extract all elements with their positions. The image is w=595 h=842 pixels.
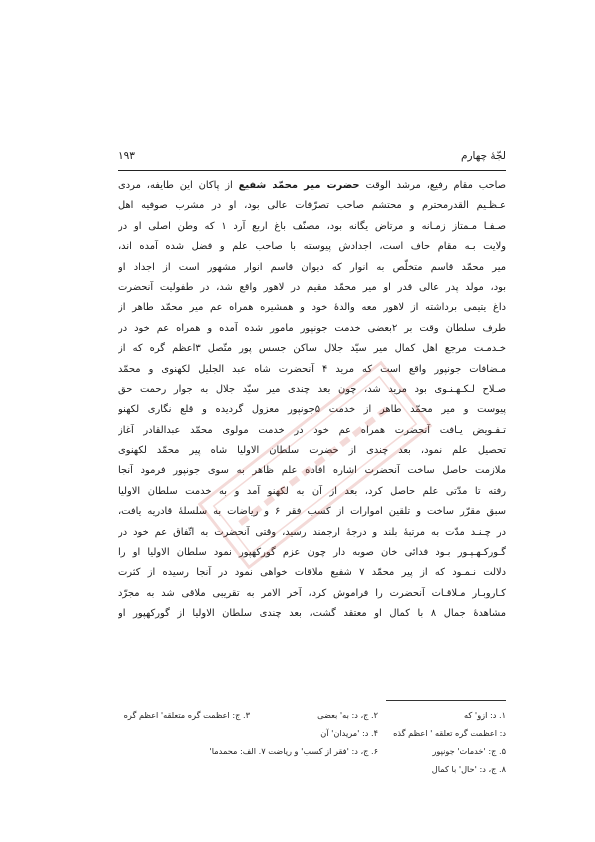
footnote-line bbox=[118, 706, 506, 724]
body-text bbox=[118, 176, 506, 625]
text-segment: میر محمّد قاسم متخلّص به انوار که دیوان قاسم انوار مشهور است از اجداد او bbox=[118, 261, 506, 273]
text-segment: پیوست و میر محمّد طاهر از خدمت ۵جونپور معزول گردیده و قلع نگاری لکهنو bbox=[118, 404, 506, 416]
footnote-entry: ۱. د: ازو' که bbox=[464, 710, 506, 720]
text-line bbox=[118, 400, 506, 420]
header-rule bbox=[118, 170, 506, 171]
text-line bbox=[118, 278, 506, 298]
text-segment: در چـنـد مدّت به مرتبهٔ بلند و درجهٔ ارجمند رسید، وقتی آنحضرت به اتّفاق عم خود در bbox=[118, 526, 506, 538]
text-segment: صاحب مقام رفیع، مرشد الوقت bbox=[359, 180, 506, 191]
text-segment: کـاروبـار مـلاقـات آنحضرت را فراموش کرد، آخر الامر به تقریبی ملاقی شد به مجرّد bbox=[118, 587, 506, 599]
text-segment: ملازمت حاصل ساخت آنحضرت اشاره افاده علم ظاهر به سوی جونپور فرمود آنجا bbox=[118, 465, 506, 477]
text-segment: از پاکان این طایفه، مردی bbox=[118, 180, 239, 191]
text-segment: طرف سلطان وقت بر ۲بعضی خدمت جونپور مامور شده آمده و همراه عم خود در bbox=[118, 322, 506, 334]
text-segment: دلالت نـمـود که از پیر محمّد ۷ شفیع ملاقات خواهی نمود در آنجا رسیده از کثرت bbox=[118, 567, 506, 579]
text-line bbox=[118, 543, 506, 563]
text-line bbox=[118, 298, 506, 318]
text-segment: مـضافات جونپور واقع است که مرید ۴ آنحضرت شاه عبد الجلیل لکهنوی و محمّد bbox=[118, 363, 506, 375]
text-line bbox=[118, 421, 506, 441]
text-line bbox=[118, 482, 506, 502]
text-segment: عـظـیم القدرمحترم و محتشم صاحب تصرّفات عالی بود، او در مشرب صوفیه اهل bbox=[118, 200, 506, 212]
text-line bbox=[118, 258, 506, 278]
text-segment: صـفـا مـمتاز زمـانه و مرتاض یگانه بود، مصنّف باغ اربع آرد ۱ که وطن اصلی او در bbox=[118, 220, 506, 232]
footnote-line bbox=[118, 760, 506, 778]
text-line bbox=[118, 441, 506, 461]
text-line bbox=[118, 502, 506, 522]
text-line bbox=[118, 176, 506, 196]
footnote-line bbox=[118, 742, 506, 760]
text-segment: رفته تا مدّتی علم حاصل کرد، بعد از آن به لکهنو آمد و به خدمت سلطان الاولیا bbox=[118, 485, 506, 497]
text-segment: تحصیل علم نمود، بعد چندی از حضرت سلطان الاولیا شاه پیر محمّد لکهنوی bbox=[118, 445, 506, 457]
footnote-entry: ۵. ج: 'خدمات' جونپور bbox=[432, 746, 506, 756]
chapter-title: لجّهٔ چهارم bbox=[460, 150, 506, 162]
text-line bbox=[118, 584, 506, 604]
text-line bbox=[118, 523, 506, 543]
text-line bbox=[118, 461, 506, 481]
text-line bbox=[118, 217, 506, 237]
text-line bbox=[118, 360, 506, 380]
text-line bbox=[118, 604, 506, 624]
footnote-entry: د: اعظمت گره تعلقه ' اعظم گذه bbox=[393, 728, 506, 738]
text-segment: خـدمـت مرجع اهل کمال میر سیّد جلال ساکن جسس پور متّصل ۳اعظم گره که از bbox=[118, 343, 506, 355]
footnote-entry: ۸. ج، د: 'حال' با کمال bbox=[431, 764, 506, 774]
bold-name: حضرت میر محمّد شفیع bbox=[238, 180, 360, 191]
text-line bbox=[118, 380, 506, 400]
text-line bbox=[118, 319, 506, 339]
footnote-entry: ۳. ج: اعظمت گره متعلقه' اعظم گره bbox=[123, 710, 250, 720]
footnote-entry: ۲. ج، د: به' بعضی bbox=[317, 710, 378, 720]
text-line bbox=[118, 237, 506, 257]
footnotes bbox=[118, 706, 506, 778]
text-segment: داغ یتیمی برداشته از لاهور معه والدهٔ خود و همشیره همراه عم میر محمّد طاهر از bbox=[118, 302, 506, 314]
text-segment: تـفـویض یـافت آنحضرت همراه عم خود در خدمت مولوی محمّد عبدالقادر آغاز bbox=[118, 424, 506, 436]
text-segment: سبق مقرّر ساخت و تلقین اموارات از کسب فقر ۶ و ریاضات به سلسلهٔ قادریه یافت، bbox=[118, 506, 506, 518]
text-segment: صـلاح لـکـهـنـوی بود مرید شد، چون بعد چندی میر سیّد جلال به جوار رحمت حق bbox=[118, 383, 506, 395]
footnote-entry: ۴. د: 'مریدان' آن bbox=[320, 728, 378, 738]
page-number: ۱۹۳ bbox=[118, 150, 135, 162]
text-segment: مشاهدهٔ جمال ۸ با کمال او معتقد گشت، بعد چندی سلطان الاولیا از گورکهپور او bbox=[118, 608, 506, 620]
footnote-entry: ۶. ج، د: 'فقر از کسب' و ریاضت ۷. الف: محمدما' bbox=[209, 746, 378, 756]
text-line bbox=[118, 196, 506, 216]
footnote-line bbox=[118, 724, 506, 742]
running-header bbox=[118, 150, 506, 166]
footnote-rule bbox=[386, 700, 506, 701]
text-line bbox=[118, 563, 506, 583]
text-segment: ولایت بـه مقام حاف است، اجدادش پیوسته با صاحب علم و فضل شده آمده اند، bbox=[118, 241, 506, 253]
text-segment: بود، مولد پدر عالی قدر او میر محمّد مقیم در لاهور واقع شد، در طفولیت آنحضرت bbox=[118, 281, 506, 293]
text-segment: گـورکـهـپـور بـود فدائی خان صوبه دار چون عزم گورکهپور نمود سلطان الاولیا او را bbox=[118, 547, 506, 559]
text-line bbox=[118, 339, 506, 359]
